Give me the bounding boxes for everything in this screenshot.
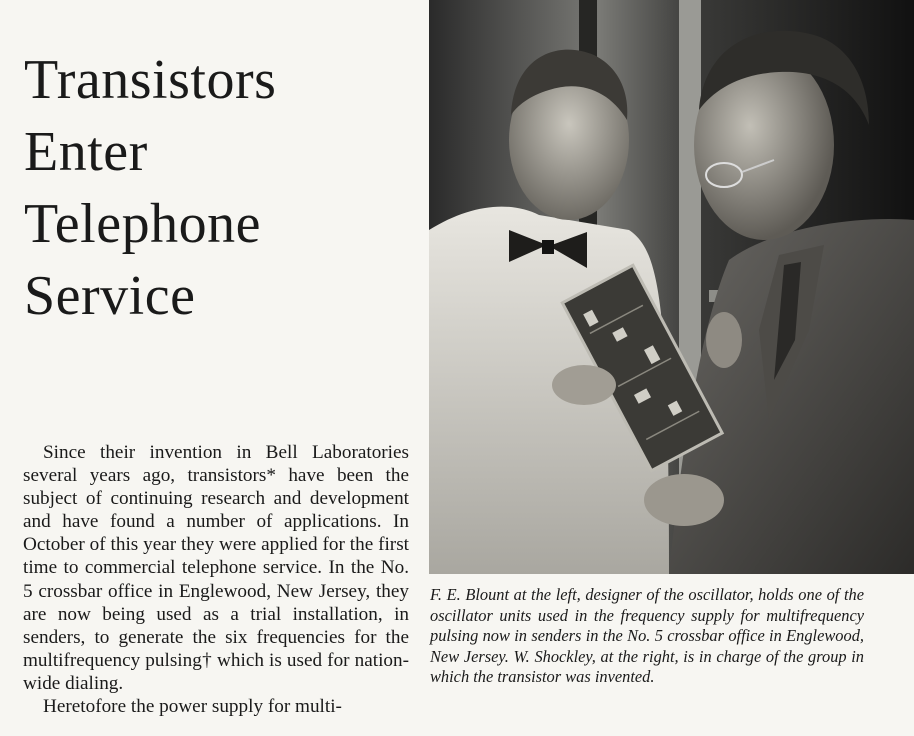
photo-illustration (429, 0, 914, 574)
title-line-3: Telephone (24, 193, 261, 255)
title-block (24, 44, 414, 332)
photograph (429, 0, 914, 574)
paragraph-1: Since their invention in Bell Laboratories several years ago, transistors* have been the subject of continuing research and development and have found a number of applications. In October of this year they were applied for the first time to commercial telephone service. In the No. 5 crossbar office in Englewood, New Jersey, they are now being used as a trial installation, in senders, to generate the six frequencies for the multifrequency pulsing† which is used for nation-wide dialing. (23, 442, 409, 694)
article-body (23, 441, 409, 718)
paragraph-2: Heretofore the power supply for multi- (43, 696, 342, 718)
title-line-4: Service (24, 265, 196, 327)
article-title (24, 44, 414, 332)
title-line-2: Enter (24, 121, 148, 183)
title-line-1: Transistors (24, 49, 277, 111)
photo-caption: F. E. Blount at the left, designer of the oscillator, holds one of the oscillator units used in the frequency supply for multifrequency pulsing now in senders in the No. 5 crossbar office in Englewood, New Jersey. W. Shockley, at the right, is in charge of the group in which the transistor was invented. (430, 585, 864, 687)
